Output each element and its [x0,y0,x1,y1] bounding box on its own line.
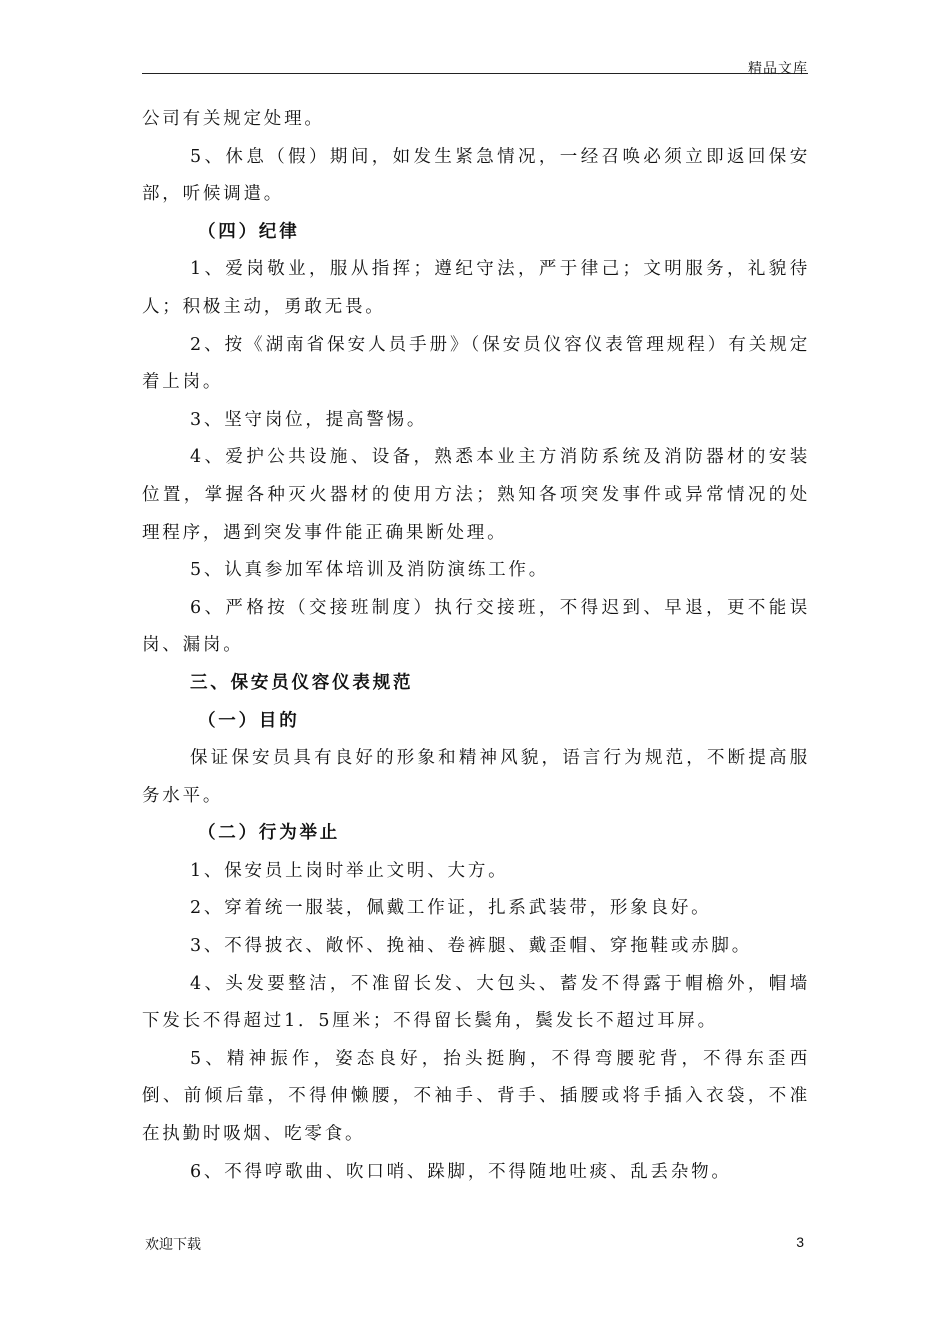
paragraph-item: 1、爱岗敬业，服从指挥；遵纪守法，严于律己；文明服务，礼貌待人；积极主动，勇敢无畏。 [142,259,810,317]
paragraph-item: 5、精神振作，姿态良好，抬头挺胸，不得弯腰驼背，不得东歪西倒、前倾后靠，不得伸懒腰，不袖手、背手、插腰或将手插入衣袋，不准在执勤时吸烟、吃零食。 [142,1048,810,1145]
paragraph-item: 2、按《湖南省保安人员手册》（保安员仪容仪表管理规程）有关规定着上岗。 [142,334,810,393]
paragraph-item: 5、认真参加军体培训及消防演练工作。 [190,560,550,581]
footer-text: 欢迎下载 [145,1237,201,1253]
paragraph-item: 3、坚守岗位，提高警惕。 [190,409,428,430]
paragraph-item: 2、穿着统一服装，佩戴工作证，扎系武装带，形象良好。 [190,898,712,919]
paragraph-item: 4、爱护公共设施、设备，熟悉本业主方消防系统及消防器材的安装位置，掌握各种灭火器材的使用方法；熟知各项突发事件或异常情况的处理程序，遇到突发事件能正确果断处理。 [142,447,810,543]
paragraph-item: 6、不得哼歌曲、吹口哨、跺脚，不得随地吐痰、乱丢杂物。 [190,1161,732,1182]
chapter-heading: 三、保安员仪容仪表规范 [190,672,414,693]
header-title: 精品文库 [748,61,808,77]
section-heading: （四）纪律 [198,221,300,242]
paragraph-item: 1、保安员上岗时举止文明、大方。 [190,860,509,881]
paragraph-item: 6、严格按（交接班制度）执行交接班，不得迟到、早退，更不能误岗、漏岗。 [142,597,810,656]
paragraph-item: 3、不得披衣、敞怀、挽袖、卷裤腿、戴歪帽、穿拖鞋或赤脚。 [190,936,753,957]
section-heading: （二）行为举止 [198,823,341,844]
paragraph-item: 5、休息（假）期间，如发生紧急情况，一经召唤必须立即返回保安部，听候调遣。 [142,146,810,205]
paragraph-item: 保证保安员具有良好的形象和精神风貌，语言行为规范，不断提高服务水平。 [142,748,810,806]
paragraph-item: 4、头发要整洁，不准留长发、大包头、蓄发不得露于帽檐外，帽墙下发长不得超过1．5厘米；不得留长鬓角，鬓发长不超过耳屏。 [142,973,810,1032]
paragraph-continuation: 公司有关规定处理。 [142,109,325,129]
section-heading: （一）目的 [198,710,300,731]
page-number: 3 [796,1234,804,1250]
header-rule [142,73,808,74]
document-body [142,101,810,1191]
